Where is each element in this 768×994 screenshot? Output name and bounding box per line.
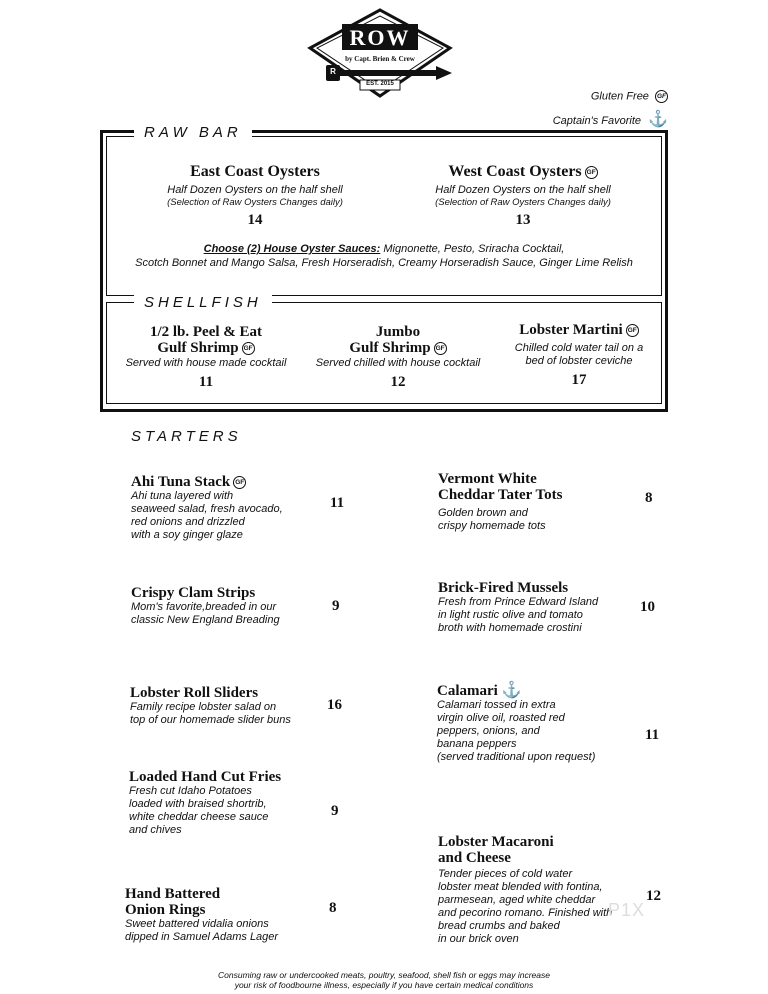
mussels-price: 10	[640, 599, 655, 615]
jumbo-desc: Served chilled with house cocktail	[315, 357, 481, 369]
logo-est: EST. 2015	[366, 81, 394, 87]
fries-d1: Fresh cut Idaho Potatoes	[129, 785, 252, 797]
mac-d4: and pecorino romano. Finished with	[438, 907, 613, 919]
clam-name: Crispy Clam Strips	[131, 585, 256, 601]
starter-tater-tots	[438, 471, 628, 533]
shellfish-item-peel-eat	[118, 324, 294, 391]
fries-d2: loaded with braised shortrib,	[129, 798, 267, 810]
mac-d1: Tender pieces of cold water	[438, 868, 573, 880]
jumbo-name1: Jumbo	[375, 324, 421, 340]
jumbo-name2: Gulf Shrimp	[349, 340, 431, 356]
rings-d2: dipped in Samuel Adams Lager	[125, 931, 279, 943]
anchor-icon: ⚓	[501, 682, 522, 699]
lobster-martini-name: Lobster Martini	[519, 322, 623, 338]
footer-line2: your risk of foodbourne illness, especially if you have certain medical conditions	[234, 980, 534, 990]
east-coast-desc: Half Dozen Oysters on the half shell	[167, 184, 343, 196]
legend-gluten-free	[560, 90, 668, 103]
rings-d1: Sweet battered vidalia onions	[125, 918, 269, 930]
mussels-d1: Fresh from Prince Edward Island	[438, 596, 599, 608]
gluten-free-icon: GF	[242, 342, 255, 355]
peel-eat-desc: Served with house made cocktail	[125, 357, 287, 369]
clam-d1: Mom's favorite,breaded in our	[131, 601, 277, 613]
ahi-d1: Ahi tuna layered with	[131, 490, 234, 502]
west-coast-name: West Coast Oysters	[448, 163, 582, 180]
sliders-name: Lobster Roll Sliders	[130, 685, 259, 701]
jumbo-name2-row	[308, 340, 488, 356]
sliders-d2: top of our homemade slider buns	[130, 714, 291, 726]
tots-d2: crispy homemade tots	[438, 520, 546, 532]
logo-letter: R	[330, 67, 336, 76]
mac-name1: Lobster Macaroni	[438, 834, 554, 850]
mac-d5: bread crumbs and baked	[438, 920, 560, 932]
calamari-name-row	[437, 683, 637, 699]
calamari-d2: virgin olive oil, roasted red	[437, 712, 565, 724]
mac-price: 12	[646, 888, 661, 904]
lobster-martini-desc1: Chilled cold water tail on a	[514, 342, 644, 354]
rings-name1: Hand Battered	[125, 886, 221, 902]
calamari-d5: (served traditional upon request)	[437, 751, 596, 763]
east-coast-price: 14	[247, 212, 263, 228]
ahi-price: 11	[330, 495, 345, 511]
sliders-price: 16	[327, 697, 342, 713]
ahi-name: Ahi Tuna Stack	[131, 474, 231, 490]
ahi-d2: seaweed salad, fresh avocado,	[131, 503, 283, 515]
ahi-d3: red onions and drizzled	[131, 516, 245, 528]
tots-name2: Cheddar Tater Tots	[438, 487, 563, 503]
starter-crispy-clam-strips	[131, 585, 321, 627]
logo-tagline: by Capt. Brien & Crew	[345, 55, 415, 63]
west-coast-name-row	[418, 164, 628, 180]
calamari-d1: Calamari tossed in extra	[437, 699, 556, 711]
mussels-name: Brick-Fired Mussels	[438, 580, 569, 596]
mac-d3: parmesean, aged white cheddar	[438, 894, 596, 906]
mac-d2: lobster meat blended with fontina,	[438, 881, 603, 893]
starter-onion-rings	[125, 886, 315, 944]
ahi-d4: with a soy ginger glaze	[131, 529, 243, 541]
legend-captains-favorite	[520, 109, 668, 129]
west-coast-desc: Half Dozen Oysters on the half shell	[435, 184, 611, 196]
jumbo-price: 12	[390, 374, 406, 390]
shellfish-title: SHELLFISH	[134, 294, 272, 311]
ahi-name-row	[131, 474, 321, 490]
starter-calamari	[437, 683, 637, 764]
tots-d1: Golden brown and	[438, 507, 528, 519]
east-coast-note: (Selection of Raw Oysters Changes daily)	[167, 197, 343, 208]
calamari-price: 11	[645, 727, 660, 743]
sauces-line1: Mignonette, Pesto, Sriracha Cocktail,	[383, 243, 565, 255]
west-coast-note: (Selection of Raw Oysters Changes daily)	[435, 197, 611, 208]
peel-eat-price: 11	[198, 374, 214, 390]
calamari-name: Calamari	[437, 683, 498, 699]
peel-eat-name2-row	[118, 340, 294, 356]
peel-eat-name2: Gulf Shrimp	[157, 340, 239, 356]
east-coast-oysters	[150, 164, 360, 229]
fries-price: 9	[331, 803, 339, 819]
starter-brick-fired-mussels	[438, 580, 638, 635]
starter-lobster-roll-sliders	[130, 685, 320, 727]
mussels-d3: broth with homemade crostini	[438, 622, 582, 634]
starter-lobster-mac	[438, 834, 638, 946]
footer-disclaimer	[150, 970, 618, 990]
gluten-free-icon: GF	[655, 90, 668, 103]
legend-gluten-free-label: Gluten Free	[590, 90, 649, 103]
calamari-d3: peppers, onions, and	[437, 725, 540, 737]
anchor-icon: ⚓	[648, 111, 668, 128]
clam-d2: classic New England Breading	[131, 614, 280, 626]
lobster-martini-name-row	[496, 322, 662, 338]
legend-captains-favorite-label: Captain's Favorite	[552, 115, 642, 127]
rings-price: 8	[329, 900, 337, 916]
west-coast-price: 13	[515, 212, 531, 228]
shellfish-item-jumbo	[308, 324, 488, 391]
sauces-line2: Scotch Bonnet and Mango Salsa, Fresh Horseradish, Creamy Horseradish Sauce, Ginger Lime Relish	[135, 257, 633, 269]
tots-name1: Vermont White	[438, 471, 537, 487]
tots-price: 8	[645, 490, 653, 506]
lobster-martini-price: 17	[571, 372, 587, 388]
logo-name: ROW	[349, 25, 411, 50]
watermark: P1X	[608, 900, 646, 920]
starter-ahi-tuna-stack	[131, 474, 321, 542]
starters-title: STARTERS	[131, 428, 242, 445]
lobster-martini-desc2: bed of lobster ceviche	[525, 355, 633, 367]
footer-line1: Consuming raw or undercooked meats, poultry, seafood, shell fish or eggs may increase	[218, 970, 550, 980]
raw-bar-title: RAW BAR	[134, 124, 252, 141]
mac-name2: and Cheese	[438, 850, 511, 866]
logo	[300, 8, 460, 100]
mussels-d2: in light rustic olive and tomato	[438, 609, 583, 621]
gluten-free-icon: GF	[626, 324, 639, 337]
peel-eat-name1: 1/2 lb. Peel & Eat	[149, 324, 263, 340]
oyster-sauces	[112, 242, 656, 270]
fries-d4: and chives	[129, 824, 182, 836]
clam-price: 9	[332, 598, 340, 614]
sliders-d1: Family recipe lobster salad on	[130, 701, 277, 713]
starter-loaded-fries	[129, 769, 319, 837]
mac-d6: in our brick oven	[438, 933, 519, 945]
fries-d3: white cheddar cheese sauce	[129, 811, 269, 823]
gluten-free-icon: GF	[233, 476, 246, 489]
west-coast-oysters	[418, 164, 628, 229]
sauces-line1-row	[112, 242, 656, 256]
east-coast-name: East Coast Oysters	[190, 163, 320, 180]
fries-name: Loaded Hand Cut Fries	[129, 769, 282, 785]
sauces-label: Choose (2) House Oyster Sauces:	[203, 243, 381, 255]
calamari-d4: banana peppers	[437, 738, 517, 750]
gluten-free-icon: GF	[434, 342, 447, 355]
shellfish-item-lobster-martini	[496, 322, 662, 389]
rings-name2: Onion Rings	[125, 902, 206, 918]
gluten-free-icon: GF	[585, 166, 598, 179]
